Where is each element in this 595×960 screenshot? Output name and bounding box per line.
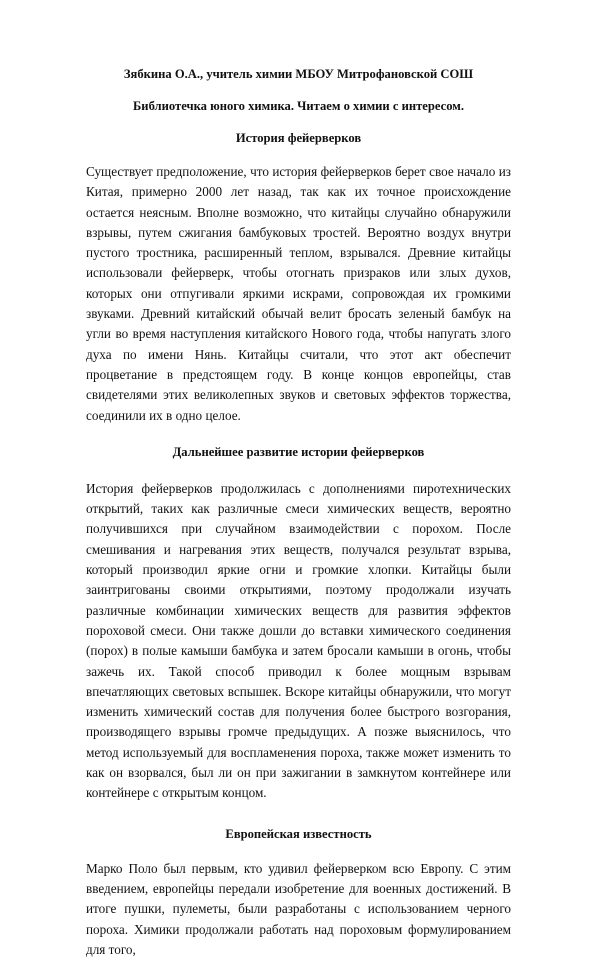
paragraph-europe: Марко Поло был первым, кто удивил фейерверком всю Европу. С этим введением, европейцы передали изобретение для военных достижений. В итоге пушки, пулеметы, были разработаны с использованием черного пороха. Химики продолжали работать над пороховым формулированием для того, — [86, 860, 511, 957]
document-body — [86, 66, 511, 960]
author-line: Зябкина О.А., учитель химии МБОУ Митрофановской СОШ — [123, 67, 474, 81]
article-title: История фейерверков — [235, 131, 362, 145]
series-line: Библиотечка юного химика. Читаем о химии с интересом. — [132, 99, 464, 113]
section-heading-europe: Европейская известность — [225, 826, 372, 841]
paragraph-origin: Существует предположение, что история фейерверков берет свое начало из Китая, примерно 2000 лет назад, так как их точное происхождение остается неясным. Вполне возможно, что китайцы случайно обнаружили взрывы, путем сжигания бамбуковых тростей. Вероятно воздух внутри пустого тростника, расширенный теплом, взрывался. Древние китайцы использовали фейерверк, чтобы отогнать призраков или злых духов, которых они отпугивали яркими искрами, сопровождая их громкими звуками. Древний китайский обычай велит бросать зеленый бамбук на угли во время наступления китайского Нового года, чтобы напугать злого духа по имени Нянь. Китайцы считали, что этот акт обеспечит процветание в предстоящем году. В конце концов европейцы, став свидетелями этих великолепных звуков и световых эффектов торжества, соединили их в одно целое. — [86, 164, 511, 423]
paragraph-development: История фейерверков продолжилась с дополнениями пиротехнических открытий, таких как различные смеси химических веществ, вероятно получившихся при случайном взаимодействии с порохом. После смешивания и нагревания этих веществ, получался результат взрыва, который производил яркие огни и громкие хлопки. Китайцы были заинтригованы своими открытиями, поэтому продолжали изучать различные комбинации химических веществ для развития эффектов пороховой смеси. Они также дошли до вставки химического соединения (порох) в полые камыши бамбука и затем бросали камыши в огонь, чтобы зажечь их. Такой способ приводил к более мощным взрывам впечатляющих световых вспышек. Вскоре китайцы обнаружили, что могут изменить химический состав для получения более быстрого возгорания, производящего взрывы громче предыдущих. А позже выяснилось, что метод используемый для воспламенения пороха, также может изменить то как он взорвался, был ли он при зажигании в замкнутом контейнере или контейнере с открытым концом. — [86, 480, 511, 801]
section-heading-development: Дальнейшее развитие истории фейерверков — [172, 444, 425, 459]
